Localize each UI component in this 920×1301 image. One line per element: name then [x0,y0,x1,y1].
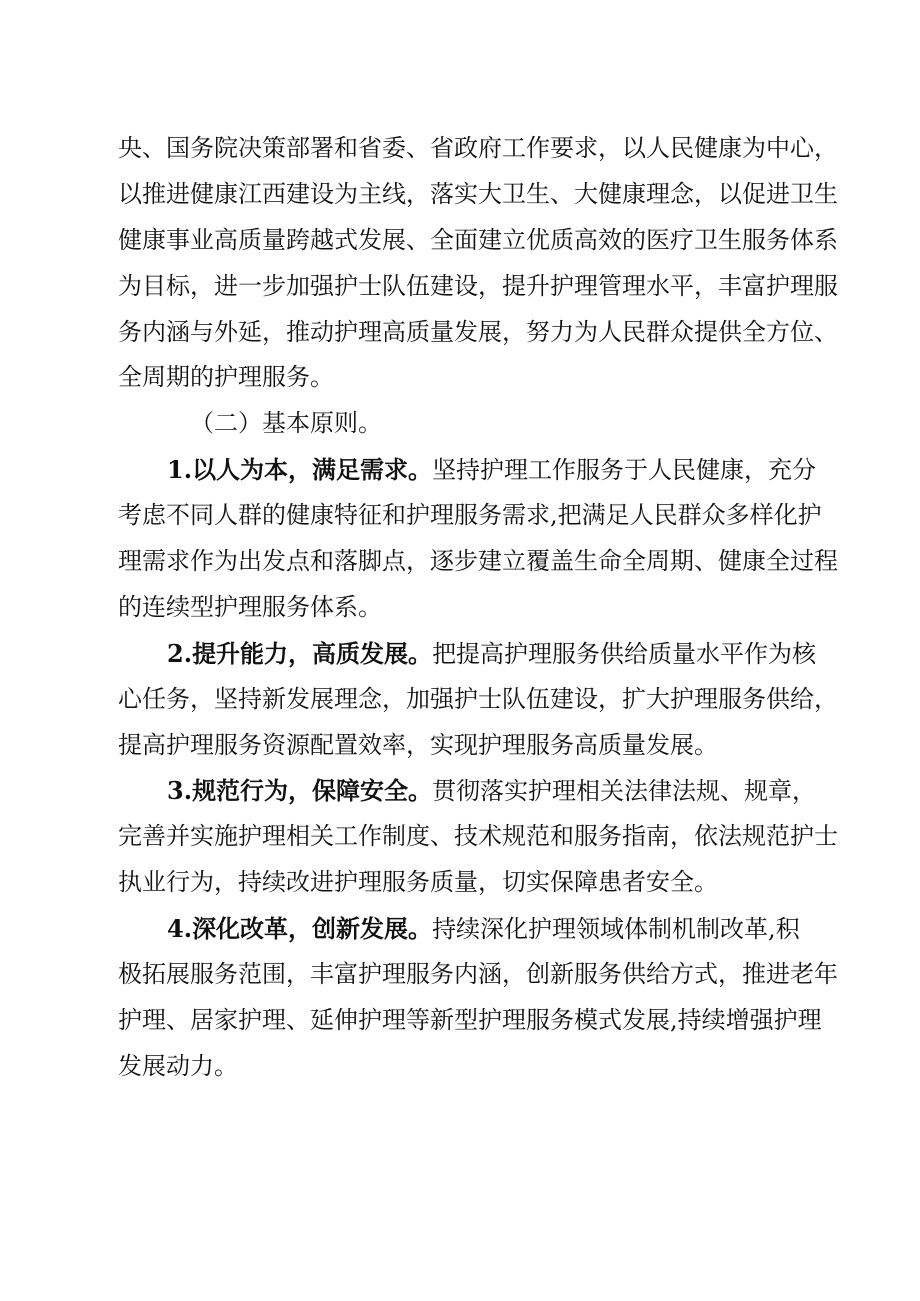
principle-4 [118,906,838,1090]
section-heading-paragraph [118,401,818,447]
principle-text: 持续深化护理领域体制机制改革,积 [432,915,800,944]
principle-line: 提高护理服务资源配置效率，实现护理服务高质量发展。 [118,730,718,759]
principle-number: 2. [167,638,193,668]
intro-line: 为目标，进一步加强护士队伍建设，提升护理管理水平，丰富护理服 [118,271,838,300]
intro-line: 以推进健康江西建设为主线，落实大卫生、大健康理念，以促进卫生 [118,179,838,208]
section-heading: （二）基本原则。 [190,409,382,438]
intro-line: 央、国务院决策部署和省委、省政府工作要求，以人民健康为中心， [118,134,838,162]
principle-title: 规范行为，保障安全。 [192,776,433,806]
intro-line: 务内涵与外延，推动护理高质量发展，努力为人民群众提供全方位、 [118,317,838,346]
principle-text: 把提高护理服务供给质量水平作为核 [432,639,817,668]
intro-paragraph [118,126,838,401]
principle-3 [118,768,838,906]
principle-2 [118,631,838,769]
principle-number: 4. [167,914,193,944]
principle-number: 3. [167,776,193,806]
principle-text: 坚持护理工作服务于人民健康，充分 [432,456,817,485]
principle-line: 护理、居家护理、延伸护理等新型护理服务模式发展,持续增强护理 [118,1005,822,1034]
principle-line: 极拓展服务范围，丰富护理服务内涵，创新服务供给方式，推进老年 [118,960,838,989]
principle-line: 理需求作为出发点和落脚点，逐步建立覆盖生命全周期、健康全过程 [118,547,838,576]
intro-line: 全周期的护理服务。 [118,363,334,392]
principle-title: 深化改革，创新发展。 [192,914,433,944]
document-body [118,126,838,1090]
principle-first-line [118,906,818,952]
principle-line: 的连续型护理服务体系。 [118,592,382,621]
principle-first-line [118,631,818,677]
principle-text: 贯彻落实护理相关法律法规、规章， [432,777,817,806]
intro-line: 健康事业高质量跨越式发展、全面建立优质高效的医疗卫生服务体系 [118,225,838,254]
principle-line: 考虑不同人群的健康特征和护理服务需求,把满足人民群众多样化护 [118,501,822,530]
principle-line: 心任务，坚持新发展理念，加强护士队伍建设，扩大护理服务供给， [118,684,838,713]
principle-first-line [118,768,818,814]
principle-line: 执业行为，持续改进护理服务质量，切实保障患者安全。 [118,868,718,897]
principle-title: 提升能力，高质发展。 [192,638,433,668]
principle-first-line [118,447,818,493]
principle-number: 1. [167,455,193,485]
principle-line: 发展动力。 [118,1051,238,1080]
principle-title: 以人为本，满足需求。 [192,455,433,485]
principle-1 [118,447,838,631]
principle-line: 完善并实施护理相关工作制度、技术规范和服务指南，依法规范护士 [118,822,838,851]
